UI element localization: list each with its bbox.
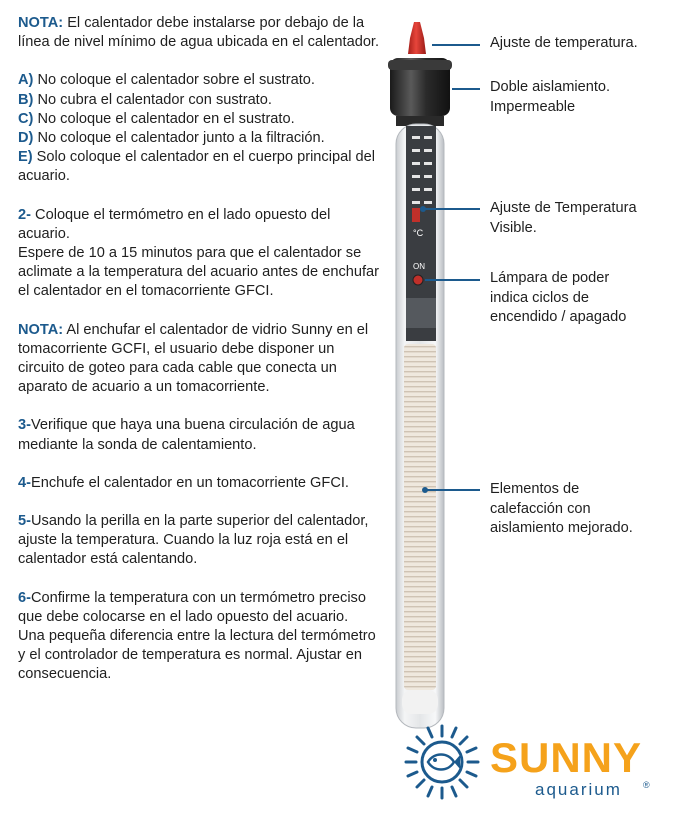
callout-elements: Elementos de calefacción con aislamiento mejorado. <box>490 481 633 536</box>
step-6: 6-Confirme la temperatura con un termómetro preciso que debe colocarse en el lado opuesto del acuario. Una pequeña diferencia entre la lectura del termómetro y el controlador de temperatura es normal. Ajustar en consecuencia. <box>18 589 376 683</box>
brand-subtitle: aquarium <box>535 780 622 799</box>
step-3: 3-Verifique que haya una buena circulación de agua mediante la sonda de calentamiento. <box>18 417 355 453</box>
rule-d: D) No coloque el calentador junto a la filtración. <box>18 130 325 147</box>
callout-insulation: Doble aislamiento. Impermeable <box>490 79 611 115</box>
heater-illustration <box>380 18 460 738</box>
callout-visible: Ajuste de Temperatura Visible. <box>490 200 637 236</box>
rule-c: C) No coloque el calentador en el sustrato. <box>18 110 295 127</box>
celsius-label: °C <box>413 228 424 238</box>
step-2: 2- Coloque el termómetro en el lado opuesto del acuario. Espere de 10 a 15 minutos para que el calentador se aclimate a la temperatura del acuario antes de enchufar el calentador en el tomacorriente GFCI. <box>18 206 380 300</box>
rule-e: E) Solo coloque el calentador en el cuerpo principal del acuario. <box>18 149 375 185</box>
heating-coil <box>404 344 436 690</box>
note-1: NOTA: El calentador debe instalarse por debajo de la línea de nivel mínimo de agua ubicada en el calentador. <box>18 15 380 51</box>
leader-lamp <box>425 279 480 281</box>
step-4: 4-Enchufe el calentador en un tomacorriente GFCI. <box>18 474 349 491</box>
on-label: ON <box>413 262 425 271</box>
leader-insulation <box>452 88 480 90</box>
rule-b: B) No cubra el calentador con sustrato. <box>18 91 272 108</box>
rule-a: A) No coloque el calentador sobre el sustrato. <box>18 72 315 89</box>
callout-adjust: Ajuste de temperatura. <box>490 35 638 51</box>
instructions-column <box>18 14 380 704</box>
note-2: NOTA: Al enchufar el calentador de vidrio Sunny en el tomacorriente GCFI, el usuario debe disponer un circuito de goteo para cada cable que conecta un aparato de acuario a un tomacorriente. <box>18 321 369 396</box>
leader-adjust <box>432 44 480 46</box>
placement-rules <box>18 71 380 186</box>
sun-fish-logo <box>402 722 482 802</box>
brand-name: SUNNY <box>490 734 643 781</box>
leader-visible <box>425 208 480 210</box>
registered-mark: ® <box>643 780 650 790</box>
step-5: 5-Usando la perilla en la parte superior del calentador, ajuste la temperatura. Cuando la luz roja está en el calentador está calentando. <box>18 513 369 568</box>
power-lamp <box>413 275 423 285</box>
leader-elements <box>427 489 480 491</box>
callout-lamp: Lámpara de poder indica ciclos de encendido / apagado <box>490 270 627 325</box>
temperature-knob <box>408 22 426 54</box>
